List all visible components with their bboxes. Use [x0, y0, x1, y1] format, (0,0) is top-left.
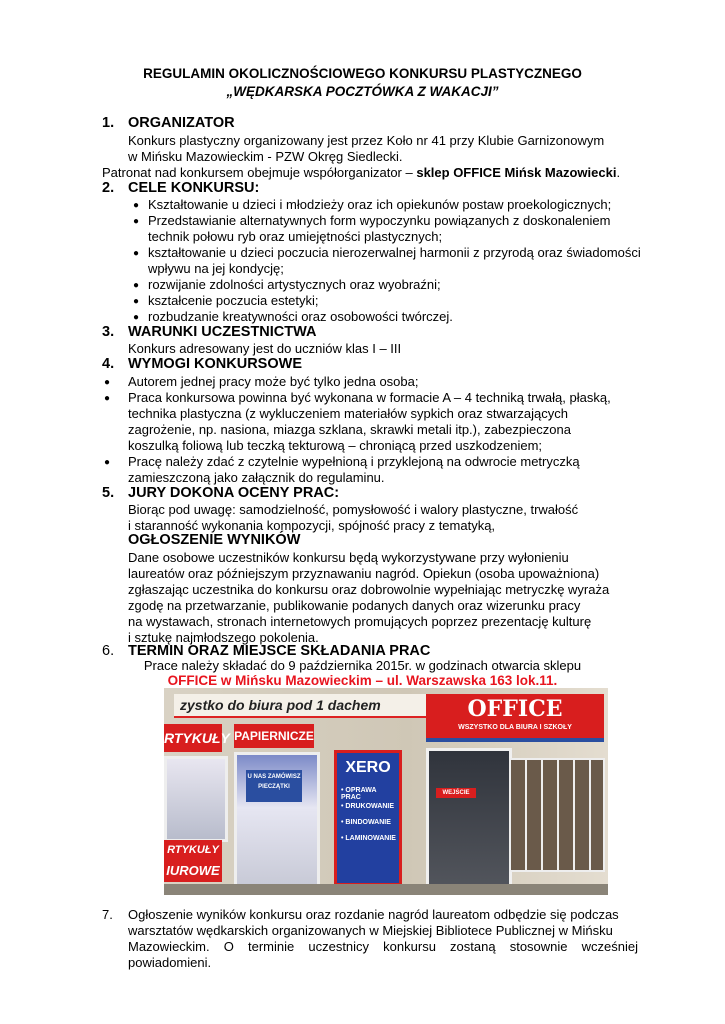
results-heading: OGŁOSZENIE WYNIKÓW — [128, 532, 301, 548]
section-4-heading: WYMOGI KONKURSOWE — [128, 356, 302, 372]
photo-xero-sign — [334, 750, 402, 886]
bullet-icon: ● — [133, 280, 140, 291]
jury-criteria — [128, 502, 638, 534]
section-6-heading: TERMIN ORAZ MIEJSCE SKŁADANIA PRAC — [128, 643, 431, 659]
photo-sign-artykuly-2: RTYKUŁY — [164, 840, 222, 860]
store-address: OFFICE w Mińsku Mazowieckim – ul. Warszawska 163 lok.11. — [167, 673, 558, 688]
results-line-6: i sztukę najmłodszego pokolenia. — [128, 630, 319, 645]
section-2-heading: CELE KONKURSU: — [128, 180, 260, 196]
section-7-number: 7. — [102, 907, 113, 922]
section-3-heading: WARUNKI UCZESTNICTWA — [128, 324, 317, 340]
results-text — [128, 550, 638, 646]
title-line-1: REGULAMIN OKOLICZNOŚCIOWEGO KONKURSU PLASTYCZNEGO — [143, 66, 582, 81]
bullet-icon: ● — [104, 457, 111, 468]
results-line-2: laureatów oraz późniejszym przyznawaniu nagród. Opiekun (osoba upoważniona) — [128, 566, 600, 581]
bullet-icon: ● — [133, 312, 140, 323]
results-line-3: zgłaszając uczestnika do konkursu oraz dobrowolnie wypełniając metryczkę wyraża — [128, 582, 610, 597]
goal-6: rozbudzanie kreatywności oraz osobowości twórczej. — [148, 309, 453, 324]
section-7-line-1: Ogłoszenie wyników konkursu oraz rozdanie nagród laureatom odbędzie się podczas — [128, 907, 619, 922]
requirement-1: Autorem jednej pracy może być tylko jedna osoba; — [128, 374, 419, 389]
photo-ground — [164, 884, 608, 895]
goal-4: rozwijanie zdolności artystycznych oraz wyobraźni; — [148, 277, 441, 292]
section-4-number: 4. — [102, 356, 115, 372]
photo-sign-pieczatki: U NAS ZAMÓWISZ PIECZĄTKI — [246, 770, 302, 802]
title-line-2: „WĘDKARSKA POCZTÓWKA Z WAKACJI” — [226, 84, 499, 99]
photo-sign-wejscie: WEJŚCIE — [436, 788, 476, 798]
section-1-text-2: w Mińsku Mazowieckim - PZW Okręg Siedlecki. — [128, 149, 403, 164]
goal-3-line-1: kształtowanie u dzieci poczucia nierozerwalnej harmonii z przyrodą oraz świadomości — [148, 245, 641, 260]
goal-2-line-2: technik połowu ryb oraz umiejętności plastycznych; — [148, 229, 443, 244]
requirement-2-line-1: Praca konkursowa powinna być wykonana w formacie A – 4 techniką trwałą, płaską, — [128, 390, 611, 405]
bullet-icon: ● — [133, 248, 140, 259]
bullet-icon: ● — [133, 216, 140, 227]
goal-2-line-1: Przedstawianie alternatywnych form wypoczynku powiązanych z doskonaleniem — [148, 213, 611, 228]
photo-right-window — [509, 758, 605, 872]
photo-sign-biurowe: IUROWE — [164, 860, 222, 882]
photo-door — [426, 748, 512, 895]
photo-left-window — [164, 756, 228, 842]
storefront-photo — [164, 688, 608, 895]
requirement-3-line-1: Pracę należy zdać z czytelnie wypełnioną i przyklejoną na odwrocie metryczką — [128, 454, 580, 469]
goal-3-line-2: wpływu na jej kondycję; — [148, 261, 284, 276]
section-1-patron — [102, 165, 620, 181]
goal-2 — [148, 213, 638, 245]
office-logo-text: OFFICE — [467, 696, 563, 722]
section-7-line-2: warsztatów wędkarskich organizowanych w Miejskiej Bibliotece Publicznej w Mińsku — [128, 923, 613, 938]
bullet-icon: ● — [133, 200, 140, 211]
patron-end: . — [616, 165, 621, 180]
requirement-2-line-4: koszulką foliową lub teczką tekturową – chroniącą przed uszkodzeniem; — [128, 438, 543, 453]
results-line-4: zgodę na przetwarzanie, publikowanie podanych danych oraz wizerunku pracy — [128, 598, 581, 613]
patron-sponsor: sklep OFFICE Mińsk Mazowiecki — [416, 165, 617, 180]
results-line-5: na wystawach, stronach internetowych promujących poprzez prezentację kulturę — [128, 614, 592, 629]
requirement-3 — [128, 454, 638, 486]
photo-sign-artykuly: RTYKUŁY — [164, 724, 222, 752]
xero-item: • LAMINOWANIE — [341, 835, 396, 842]
section-1-heading: ORGANIZATOR — [128, 115, 235, 131]
section-7-text — [128, 907, 638, 971]
section-7-line-3: Mazowieckim. O terminie uczestnicy konkursu zostaną stosownie wcześniej powiadomieni. — [128, 939, 638, 970]
section-6-number: 6. — [102, 643, 115, 659]
xero-item: • OPRAWA PRAC — [341, 787, 377, 801]
xero-item: • DRUKOWANIE — [341, 803, 395, 810]
patron-text: Patronat nad konkursem obejmuje współorganizator – — [102, 165, 417, 180]
photo-sign-top-left: zystko do biura pod 1 dachem — [174, 694, 430, 718]
section-1-number: 1. — [102, 115, 115, 131]
bullet-icon: ● — [104, 393, 111, 404]
xero-item: • BINDOWANIE — [341, 819, 391, 826]
jury-criteria-line-2: i staranność wykonania kompozycji, spójność pracy z tematyką, — [128, 518, 496, 533]
section-2-number: 2. — [102, 180, 115, 196]
xero-title: XERO — [345, 759, 391, 776]
submission-deadline: Prace należy składać do 9 października 2015r. w godzinach otwarcia sklepu — [143, 658, 582, 673]
bullet-icon: ● — [104, 377, 111, 388]
requirement-2-line-3: zagrożenie, np. nasiona, miazga szklana, skrawki metali itp.), zabezpieczona — [128, 422, 571, 437]
photo-sign-papiernicze: PAPIERNICZE — [234, 724, 314, 748]
bullet-icon: ● — [133, 296, 140, 307]
requirement-3-line-2: zamieszczoną jako załącznik do regulaminu. — [128, 470, 385, 485]
photo-office-sign — [426, 694, 604, 742]
section-5-number: 5. — [102, 485, 115, 501]
goal-1: Kształtowanie u dzieci i młodzieży oraz ich opiekunów postaw proekologicznych; — [148, 197, 612, 212]
office-slogan: WSZYSTKO DLA BIURA I SZKOŁY — [458, 724, 572, 731]
section-3-text: Konkurs adresowany jest do uczniów klas I – III — [128, 341, 402, 356]
jury-criteria-line-1: Biorąc pod uwagę: samodzielność, pomysłowość i walory plastyczne, trwałość — [128, 502, 579, 517]
section-5-heading: JURY DOKONA OCENY PRAC: — [128, 485, 340, 501]
goal-5: kształcenie poczucia estetyki; — [148, 293, 319, 308]
section-3-number: 3. — [102, 324, 115, 340]
requirement-2 — [128, 390, 638, 454]
results-line-1: Dane osobowe uczestników konkursu będą wykorzystywane przy wyłonieniu — [128, 550, 569, 565]
section-1-text-1: Konkurs plastyczny organizowany jest przez Koło nr 41 przy Klubie Garnizonowym — [128, 133, 605, 148]
requirement-2-line-2: technika plastyczna (z wykluczeniem materiałów sypkich oraz stwarzających — [128, 406, 568, 421]
